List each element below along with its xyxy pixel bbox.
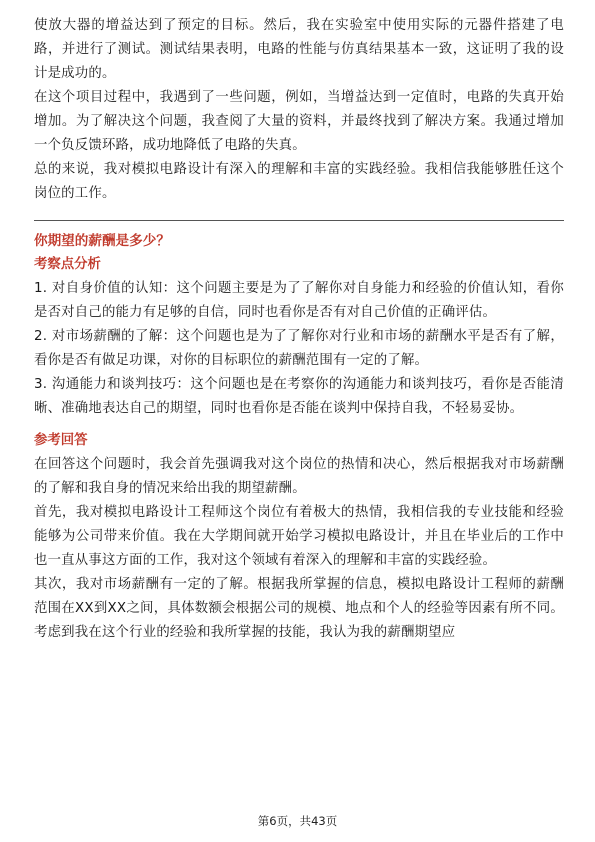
answer-heading: 参考回答: [34, 433, 88, 448]
answer-paragraph: 其次，我对市场薪酬有一定的了解。根据我所掌握的信息，模拟电路设计工程师的薪酬范围在XX到XX之间，具体数额会根据公司的规模、地点和个人的经验等因素有所不同。考虑到我在这个行业的经验和我所掌握的技能，我认为我的薪酬期望应: [34, 577, 564, 640]
answer-paragraph: 首先，我对模拟电路设计工程师这个岗位有着极大的热情，我相信我的专业技能和经验能够为公司带来价值。我在大学期间就开始学习模拟电路设计，并且在毕业后的工作中也一直从事这方面的工作，我对这个领域有着深入的理解和丰富的实践经验。: [34, 505, 564, 568]
intro-paragraph: 在这个项目过程中，我遇到了一些问题，例如，当增益达到一定值时，电路的失真开始增加。为了解决这个问题，我查阅了大量的资料，并最终找到了解决方案。我通过增加一个负反馈环路，成功地降低了电路的失真。: [34, 90, 564, 153]
analysis-point: 3. 沟通能力和谈判技巧：这个问题也是在考察你的沟通能力和谈判技巧，看你是否能清晰、准确地表达自己的期望，同时也看你是否能在谈判中保持自我，不轻易妥协。: [34, 377, 564, 416]
intro-paragraph: 总的来说，我对模拟电路设计有深入的理解和丰富的实践经验。我相信我能够胜任这个岗位的工作。: [34, 162, 564, 201]
section-gap: [34, 421, 564, 429]
analysis-heading: 考察点分析: [34, 257, 101, 272]
section-divider: [34, 220, 564, 221]
question-heading: 你期望的薪酬是多少？: [34, 233, 170, 249]
intro-paragraph: 使放大器的增益达到了预定的目标。然后，我在实验室中使用实际的元器件搭建了电路，并进行了测试。测试结果表明，电路的性能与仿真结果基本一致，这证明了我的设计是成功的。: [34, 18, 564, 81]
document-body: [34, 14, 564, 645]
analysis-point: 1. 对自身价值的认知：这个问题主要是为了了解你对自身能力和经验的价值认知，看你是否对自己的能力有足够的自信，同时也看你是否有对自己价值的正确评估。: [34, 281, 564, 320]
answer-paragraph: 在回答这个问题时，我会首先强调我对这个岗位的热情和决心，然后根据我对市场薪酬的了解和我自身的情况来给出我的期望薪酬。: [34, 457, 564, 496]
page-footer: 第6页，共43页: [257, 814, 338, 828]
analysis-point: 2. 对市场薪酬的了解：这个问题也是为了了解你对行业和市场的薪酬水平是否有了解，看你是否有做足功课，对你的目标职位的薪酬范围有一定的了解。: [34, 329, 564, 368]
